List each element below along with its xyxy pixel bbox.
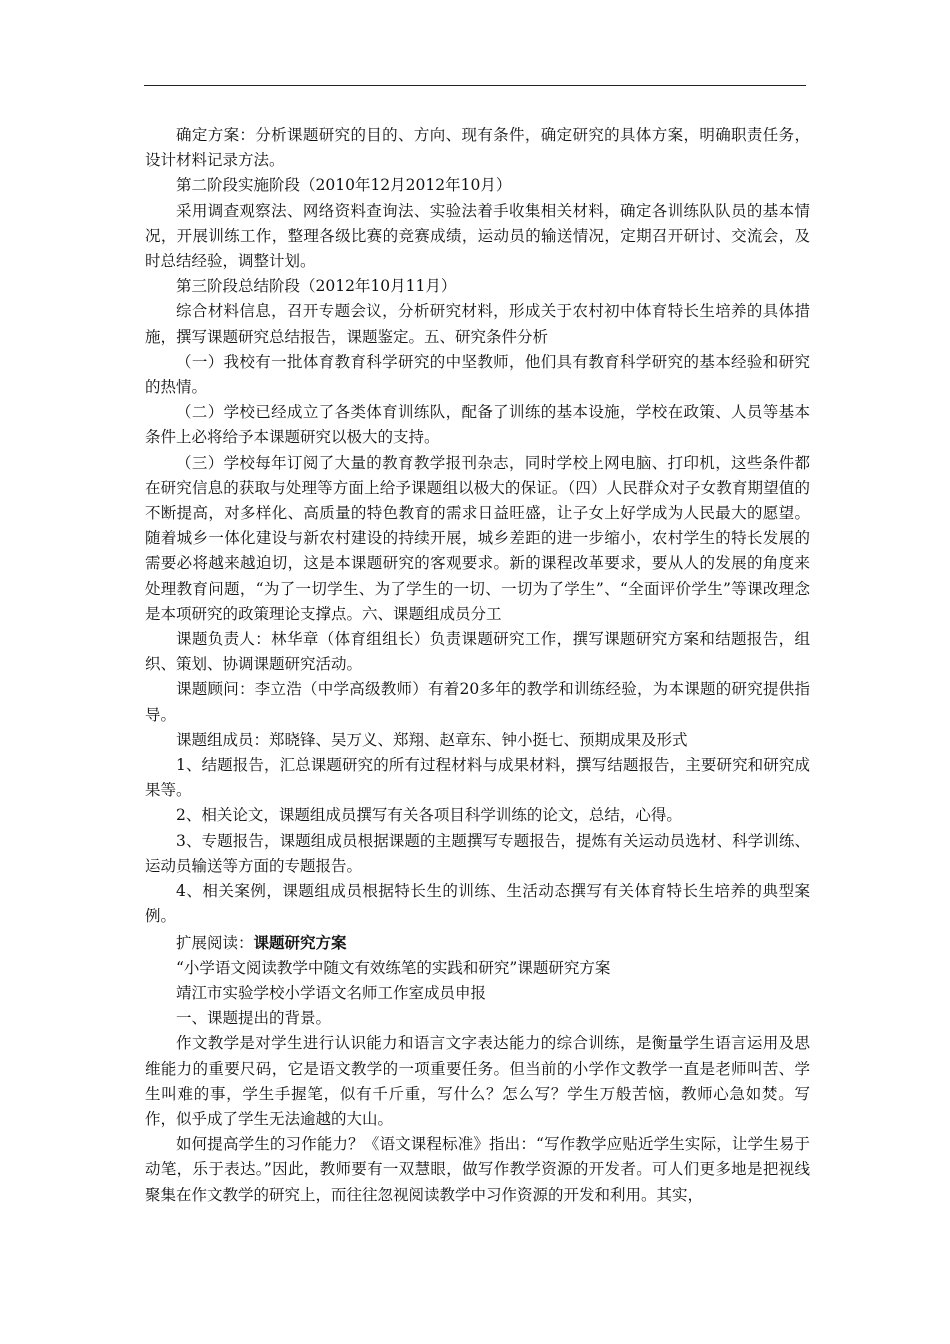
paragraph: 综合材料信息，召开专题会议，分析研究材料，形成关于农村初中体育特长生培养的具体措施，撰写课题研究总结报告，课题鉴定。五、研究条件分析	[145, 302, 810, 346]
paragraph: 采用调查观察法、网络资料查询法、实验法着手收集相关材料，确定各训练队队员的基本情况，开展训练工作，整理各级比赛的竞赛成绩，运动员的输送情况，定期召开研讨、交流会，及时总结经验，调整计划。	[145, 201, 810, 271]
paragraph: 如何提高学生的习作能力？《语文课程标准》指出：“写作教学应贴近学生实际，让学生易于动笔，乐于表达。”因此，教师要有一双慧眼，做写作教学资源的开发者。可人们更多地是把视线聚集在作文教学的研究上，而往往忽视阅读教学中习作资源的开发和利用。其实，	[145, 1135, 810, 1204]
paragraph: 作文教学是对学生进行认识能力和语言文字表达能力的综合训练，是衡量学生语言运用及思维能力的重要尺码，它是语文教学的一项重要任务。但当前的小学作文教学一直是老师叫苦、学生叫难的事，学生手握笔，似有千斤重，写什么？怎么写？学生万般苦恼，教师心急如焚。写作，似乎成了学生无法逾越的大山。	[145, 1034, 810, 1128]
extended-reading-line	[145, 930, 810, 956]
paragraph: 3、专题报告，课题组成员根据课题的主题撰写专题报告，提炼有关运动员选材、科学训练、运动员输送等方面的专题报告。	[145, 831, 810, 875]
paragraph: 1、结题报告，汇总课题研究的所有过程材料与成果材料，撰写结题报告，主要研究和研究成果等。	[145, 756, 810, 800]
paragraph: 第二阶段实施阶段（2010年12月2012年10月）	[176, 176, 512, 195]
document-body	[145, 123, 810, 1208]
paragraph: “小学语文阅读教学中随文有效练笔的实践和研究”课题研究方案	[176, 958, 611, 977]
extended-reading-title: 课题研究方案	[253, 932, 347, 952]
paragraph: 一、课题提出的背景。	[176, 1009, 332, 1028]
paragraph: 课题负责人：林华章（体育组组长）负责课题研究工作，撰写课题研究方案和结题报告，组织、策划、协调课题研究活动。	[145, 630, 810, 674]
paragraph: （一）我校有一批体育教育科学研究的中坚教师，他们具有教育科学研究的基本经验和研究的热情。	[145, 352, 810, 397]
header-rule	[144, 85, 806, 86]
paragraph: （三）学校每年订阅了大量的教育教学报刊杂志，同时学校上网电脑、打印机，这些条件都在研究信息的获取与处理等方面上给予课题组以极大的保证。（四）人民群众对子女教育期望值的不断提高，对多样化、高质量的特色教育的需求日益旺盛，让子女上好学成为人民最大的愿望。随着城乡一体化建设与新农村建设的持续开展，城乡差距的进一步缩小，农村学生的特长发展的需要必将越来越迫切，这是本课题研究的客观要求。新的课程改革要求，要从人的发展的角度来处理教育问题，“为了一切学生、为了学生的一切、一切为了学生”、“全面评价学生”等课改理念是本项研究的政策理论支撑点。六、课题组成员分工	[145, 453, 810, 623]
paragraph: （二）学校已经成立了各类体育训练队，配备了训练的基本设施，学校在政策、人员等基本条件上必将给予本课题研究以极大的支持。	[145, 403, 810, 447]
paragraph: 第三阶段总结阶段（2012年10月11月）	[176, 277, 457, 296]
paragraph: 4、相关案例，课题组成员根据特长生的训练、生活动态撰写有关体育特长生培养的典型案例。	[145, 882, 810, 926]
paragraph: 确定方案：分析课题研究的目的、方向、现有条件，确定研究的具体方案，明确职责任务，设计材料记录方法。	[145, 126, 810, 170]
paragraph: 靖江市实验学校小学语文名师工作室成员申报	[176, 983, 487, 1002]
extended-reading-label: 扩展阅读：	[176, 933, 254, 952]
paragraph: 课题顾问：李立浩（中学高级教师）有着20多年的教学和训练经验，为本课题的研究提供指导。	[145, 680, 810, 724]
paragraph: 2、相关论文，课题组成员撰写有关各项目科学训练的论文，总结，心得。	[176, 806, 682, 825]
paragraph: 课题组成员：郑晓锋、吴万义、郑翔、赵章东、钟小挺七、预期成果及形式	[176, 730, 688, 749]
